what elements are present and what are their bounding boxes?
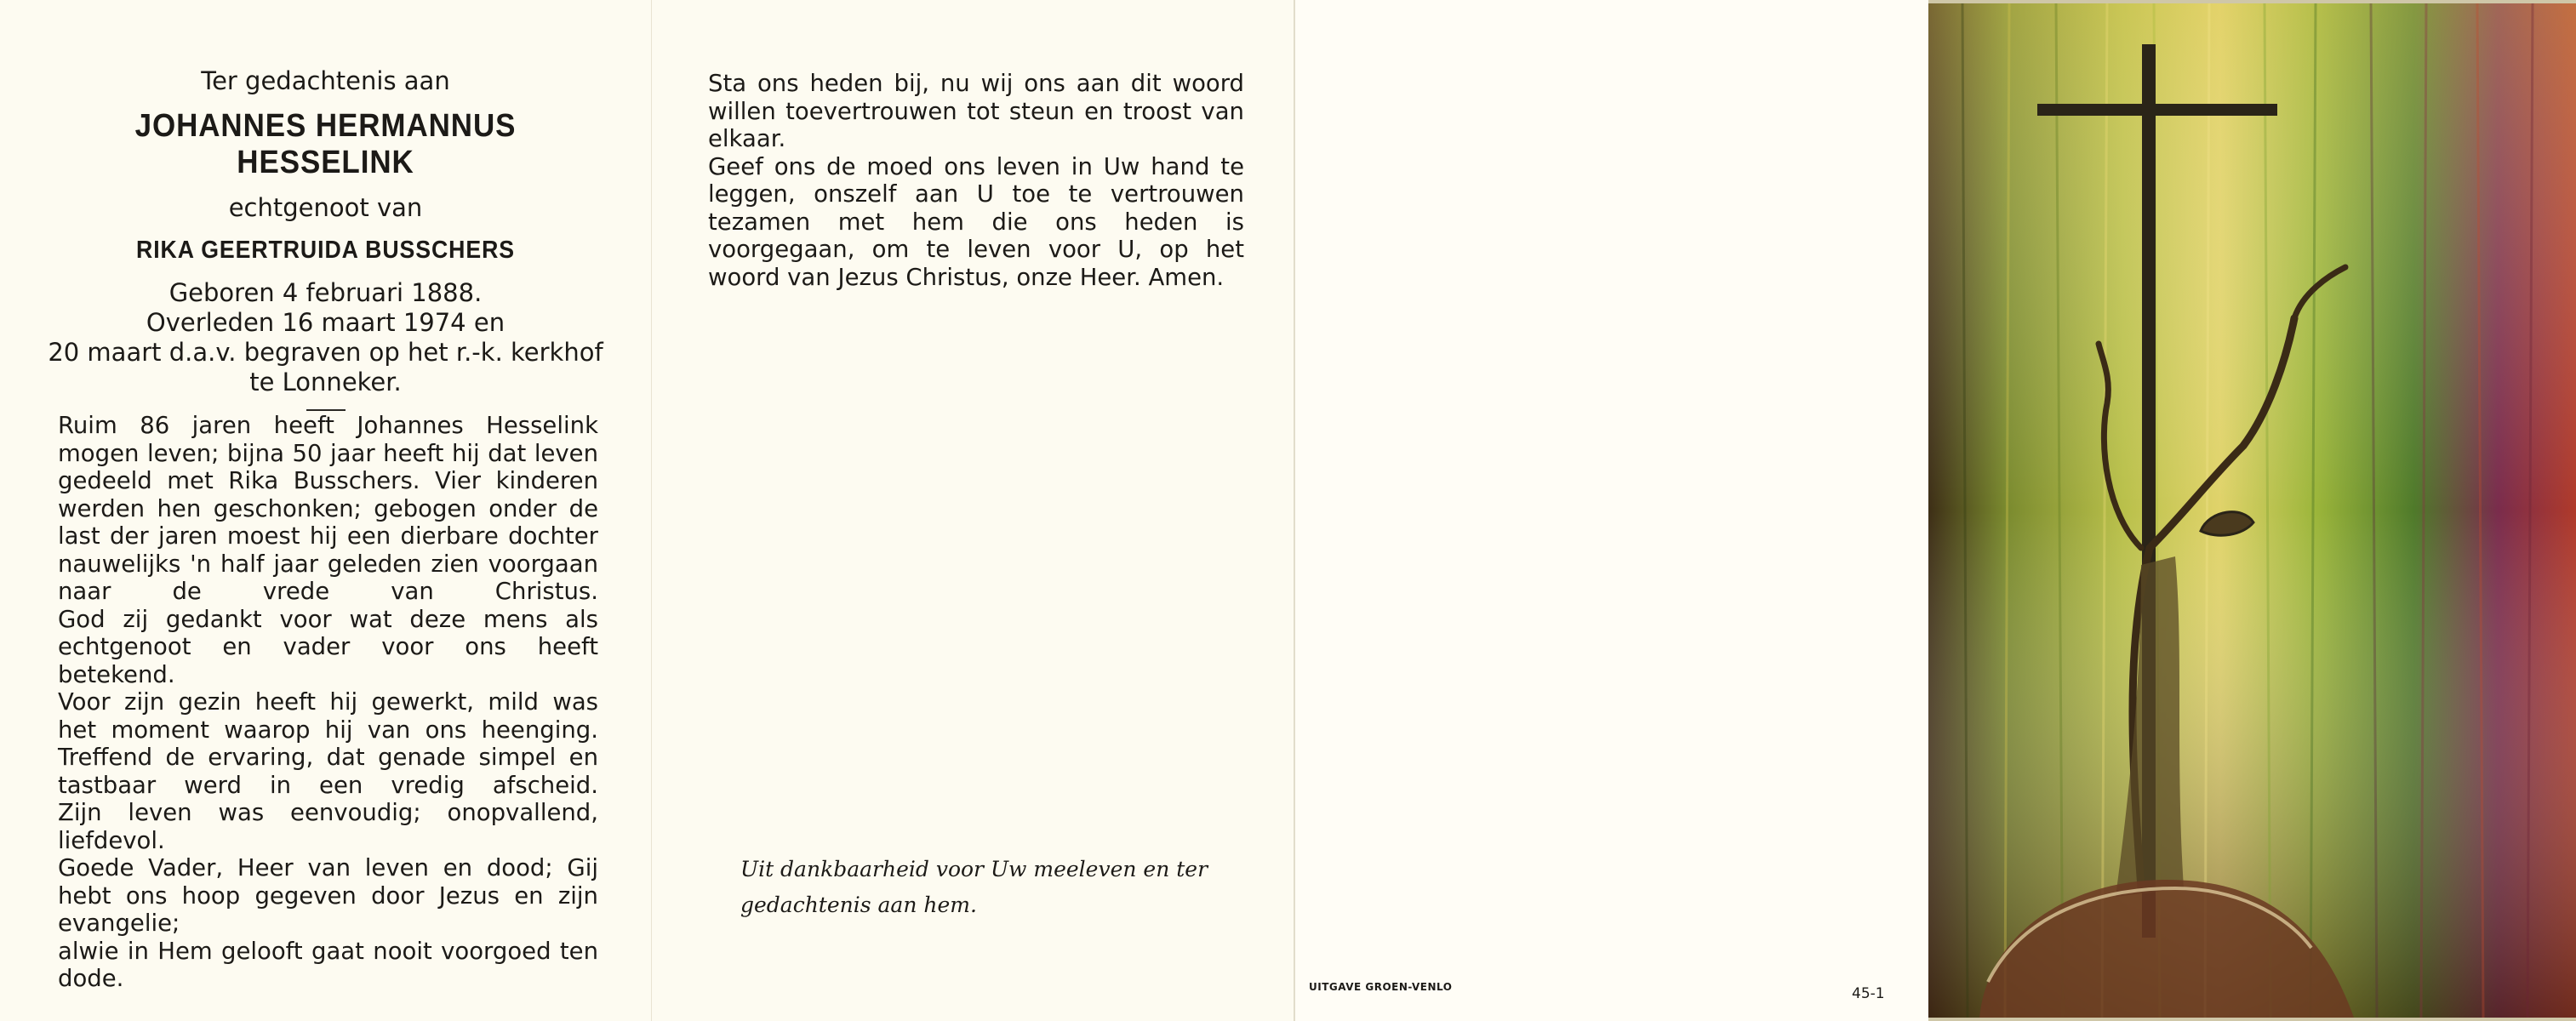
bio-paragraph: Treffend de ervaring, dat genade simpel en tastbaar werd in een vredig afscheid. bbox=[58, 744, 598, 799]
birth-date: Geboren 4 februari 1888. bbox=[168, 278, 483, 307]
memorial-heading: Ter gedachtenis aan bbox=[201, 66, 450, 95]
deceased-name: JOHANNES HERMANNUS HESSELINK bbox=[134, 108, 517, 180]
card-code: 45-1 bbox=[1852, 985, 1885, 1002]
divider bbox=[306, 409, 346, 411]
prayer-text bbox=[708, 70, 1244, 291]
prayer-paragraph: Sta ons heden bij, nu wij ons aan dit woord willen toevertrouwen tot steun en troost van elkaar. bbox=[708, 70, 1244, 152]
biography-text bbox=[58, 412, 598, 993]
death-date: Overleden 16 maart 1974 en bbox=[146, 308, 505, 337]
prayer-paragraph: Geef ons de moed ons leven in Uw hand te leggen, onszelf aan U toe te vertrouwen tezamen met hem die ons heden is voorgegaan, om te leven voor U, op het woord van Jezus Christus, onze Heer. Amen. bbox=[708, 152, 1244, 291]
bio-paragraph: Zijn leven was eenvoudig; onopvallend, liefdevol. bbox=[58, 799, 598, 854]
burial-line-2: te Lonneker. bbox=[249, 368, 402, 396]
bio-paragraph: Goede Vader, Heer van leven en dood; Gij hebt ons hoop gegeven door Jezus en zijn evangelie; bbox=[58, 854, 598, 937]
cross-artwork bbox=[1928, 3, 2576, 1018]
spouse-name: RIKA GEERTRUIDA BUSSCHERS bbox=[136, 237, 515, 264]
bio-paragraph: God zij gedankt voor wat deze mens als echtgenoot en vader voor ons heeft betekend. bbox=[58, 605, 598, 688]
bio-paragraph: Voor zijn gezin heeft hij gewerkt, mild was het moment waarop hij van ons heenging. bbox=[58, 688, 598, 744]
memorial-header bbox=[34, 66, 617, 411]
publisher-imprint: UITGAVE GROEN-VENLO bbox=[1309, 981, 1453, 993]
bio-paragraph: alwie in Hem gelooft gaat nooit voorgoed ten dode. bbox=[58, 937, 598, 992]
burial-line-1: 20 maart d.a.v. begraven op het r.-k. kerkhof bbox=[48, 338, 603, 367]
bio-paragraph: Ruim 86 jaren heeft Johannes Hesselink mogen leven; bijna 50 jaar heeft hij dat leven gedeeld met Rika Busschers. Vier kinderen werden hen geschonken; gebogen onder de last der jaren moest hij een dierbare dochter nauwelijks 'n half jaar geleden zien voorgaan naar de vrede van Christus. bbox=[58, 412, 598, 605]
relation-text: echtgenoot van bbox=[228, 193, 423, 222]
cross-horizontal-beam bbox=[2037, 104, 2277, 116]
back-cover-page bbox=[1294, 0, 1928, 1021]
thanks-note: Uit dankbaarheid voor Uw meeleven en ter gedachtenis aan hem. bbox=[740, 857, 1208, 917]
